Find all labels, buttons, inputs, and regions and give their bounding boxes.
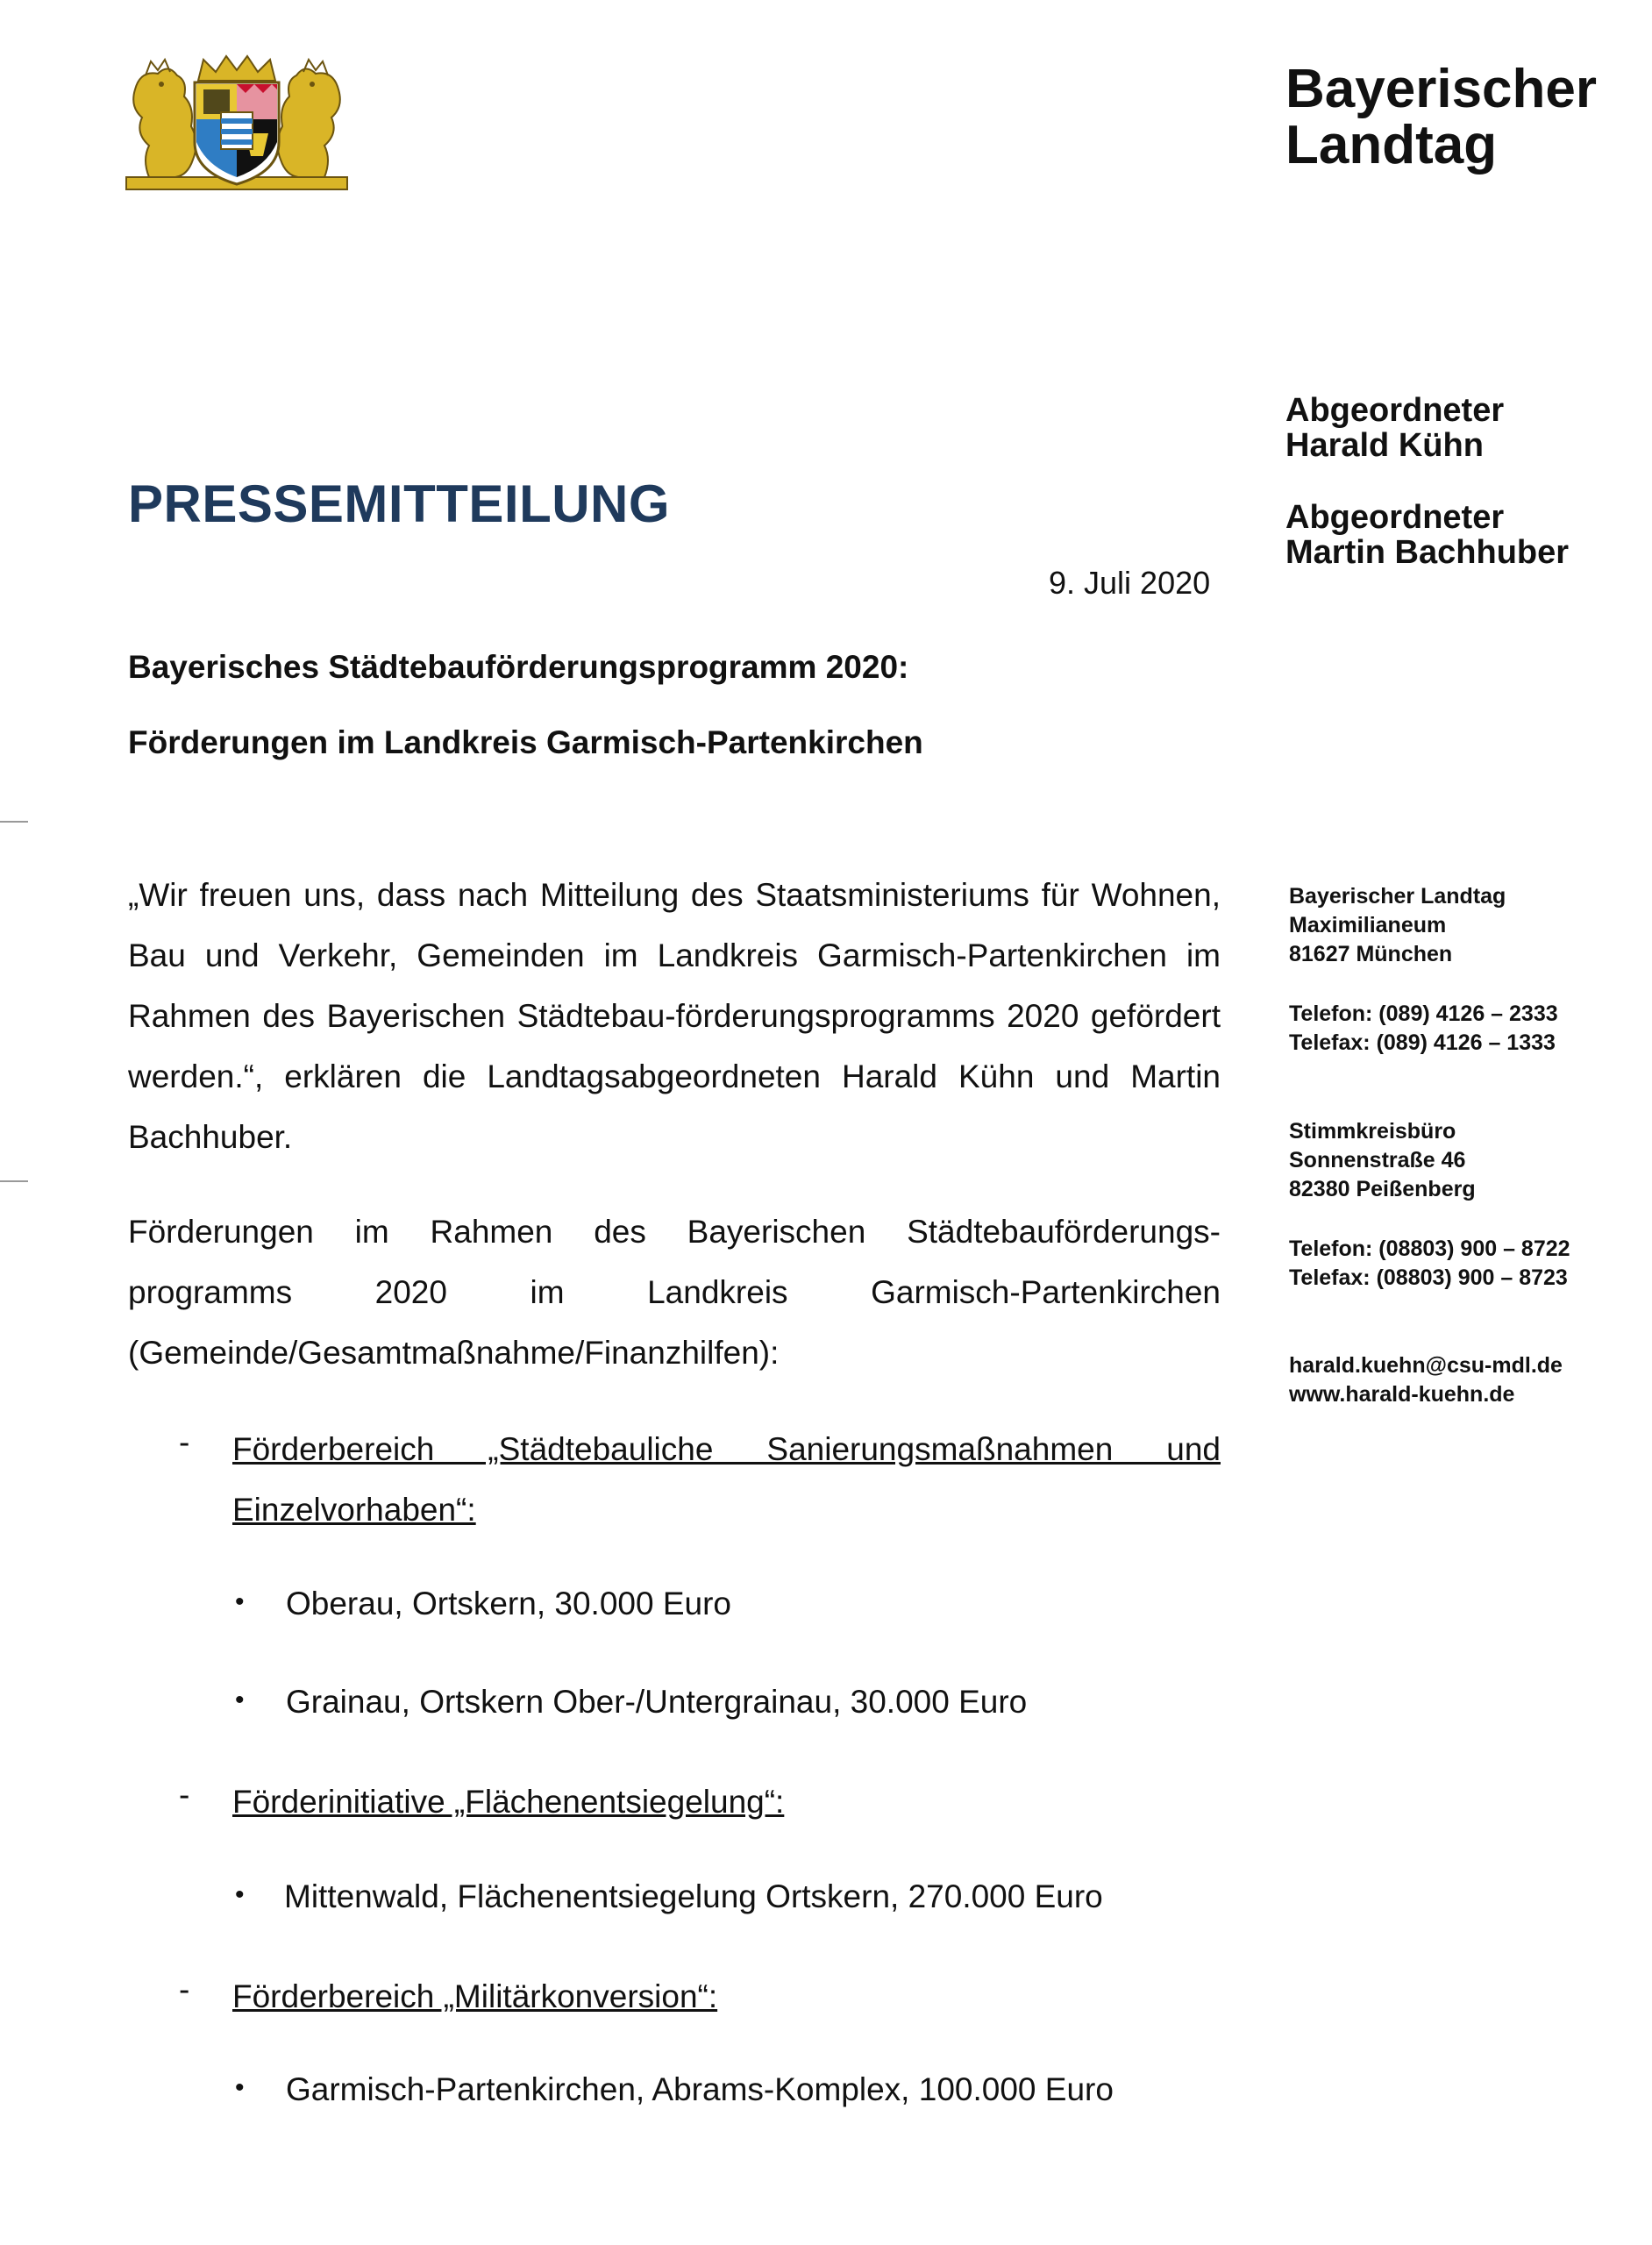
paragraph-quote: „Wir freuen uns, dass nach Mitteilung des Staatsministeriums für Wohnen, Bau und Verkehr, Gemeinden im Landkreis Garmisch-Partenkirchen im Rahmen des Bayerischen Städtebau-förderungsprogramms 2020 gefördert werden.“, erklären die Landtagsabgeordneten Harald Kühn und Martin Bachhuber. bbox=[128, 877, 1221, 1155]
section-title-sanierung: Förderbereich „Städtebauliche Sanierungsmaßnahmen und Einzelvorhaben“: bbox=[232, 1431, 1221, 1528]
bullet-icon: • bbox=[235, 2073, 245, 2102]
contact-website-link[interactable]: www.harald-kuehn.de bbox=[1289, 1382, 1515, 1407]
margin-fold-mark bbox=[0, 1180, 28, 1182]
list-dash: - bbox=[179, 1424, 190, 1460]
section-title-flaechenentsiegelung: Förderinitiative „Flächenentsiegelung“: bbox=[232, 1784, 785, 1820]
press-release-title: PRESSEMITTEILUNG bbox=[128, 474, 671, 533]
organization-name-line2: Landtag bbox=[1285, 115, 1498, 175]
contact-line: Stimmkreisbüro bbox=[1289, 1119, 1456, 1144]
list-item: Grainau, Ortskern Ober-/Untergrainau, 30.000 Euro bbox=[286, 1684, 1028, 1720]
contact-fax: Telefax: (08803) 900 – 8723 bbox=[1289, 1265, 1568, 1290]
paragraph-intro-list: Förderungen im Rahmen des Bayerischen Städtebauförderungs-programms 2020 im Landkreis Garmisch-Partenkirchen (Gemeinde/Gesamtmaßnahme/Finanzhilfen): bbox=[128, 1214, 1221, 1371]
deputy-name: Harald Kühn bbox=[1285, 427, 1484, 464]
contact-web bbox=[1289, 1351, 1563, 1409]
deputy-role: Abgeordneter bbox=[1285, 392, 1505, 429]
deputy-block-1 bbox=[1285, 393, 1504, 463]
deputy-role: Abgeordneter bbox=[1285, 499, 1505, 536]
release-date: 9. Juli 2020 bbox=[1049, 565, 1211, 601]
list-dash: - bbox=[179, 1971, 190, 2007]
contact-line: Maximilianeum bbox=[1289, 913, 1447, 937]
contact-email-link[interactable]: harald.kuehn@csu-mdl.de bbox=[1289, 1353, 1563, 1378]
bullet-icon: • bbox=[235, 1587, 245, 1616]
contact-office-landtag bbox=[1289, 882, 1506, 969]
deputy-block-2 bbox=[1285, 500, 1569, 570]
bullet-icon: • bbox=[235, 1686, 245, 1714]
contact-phone-stimmkreis bbox=[1289, 1235, 1570, 1293]
contact-fax: Telefax: (089) 4126 – 1333 bbox=[1289, 1030, 1556, 1055]
contact-phone: Telefon: (08803) 900 – 8722 bbox=[1289, 1237, 1570, 1261]
deputy-name: Martin Bachhuber bbox=[1285, 534, 1570, 571]
organization-name-line1: Bayerischer bbox=[1285, 59, 1598, 119]
list-item: Garmisch-Partenkirchen, Abrams-Komplex, 100.000 Euro bbox=[286, 2071, 1114, 2107]
contact-line: Bayerischer Landtag bbox=[1289, 884, 1506, 909]
list-item: Mittenwald, Flächenentsiegelung Ortskern, 270.000 Euro bbox=[284, 1878, 1103, 1914]
list-dash: - bbox=[179, 1777, 190, 1813]
headline-1: Bayerisches Städtebauförderungsprogramm 2020: bbox=[128, 649, 909, 685]
list-item: Oberau, Ortskern, 30.000 Euro bbox=[286, 1586, 731, 1621]
section-title-militaerkonversion: Förderbereich „Militärkonversion“: bbox=[232, 1978, 718, 2014]
bavarian-coat-of-arms-icon bbox=[123, 54, 351, 193]
headline-2: Förderungen im Landkreis Garmisch-Partenkirchen bbox=[128, 724, 923, 760]
contact-line: 82380 Peißenberg bbox=[1289, 1177, 1476, 1201]
contact-phone-landtag bbox=[1289, 1000, 1558, 1058]
organization-name bbox=[1285, 61, 1597, 174]
contact-office-stimmkreis bbox=[1289, 1117, 1476, 1204]
contact-line: 81627 München bbox=[1289, 942, 1453, 966]
margin-fold-mark bbox=[0, 821, 28, 823]
contact-line: Sonnenstraße 46 bbox=[1289, 1148, 1466, 1172]
contact-phone: Telefon: (089) 4126 – 2333 bbox=[1289, 1001, 1558, 1026]
bullet-icon: • bbox=[235, 1880, 245, 1909]
